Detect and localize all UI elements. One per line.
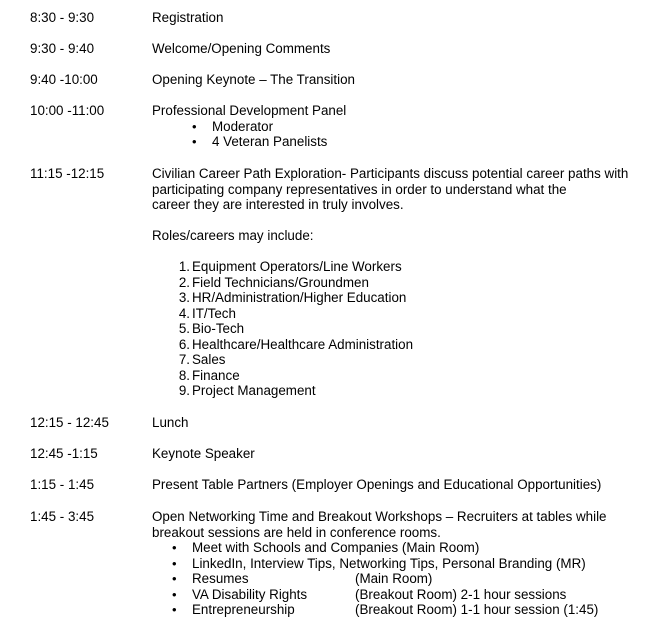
agenda-description-line: Civilian Career Path Exploration- Participants discuss potential career paths with — [152, 166, 629, 181]
agenda-item — [152, 415, 652, 431]
agenda-title: Opening Keynote – The Transition — [152, 72, 355, 87]
agenda-time: 9:30 - 9:40 — [30, 41, 95, 56]
list-item-label: Entrepreneurship — [192, 602, 295, 617]
agenda-item — [152, 103, 652, 150]
agenda-title: Lunch — [152, 415, 189, 430]
agenda-item — [152, 477, 652, 493]
list-number: 7. — [178, 352, 190, 367]
bullet-icon: • — [172, 540, 177, 555]
list-item-label: Project Management — [192, 383, 316, 398]
list-number: 9. — [178, 383, 190, 398]
agenda-item — [152, 41, 652, 57]
list-number: 8. — [178, 367, 190, 383]
agenda-item — [152, 166, 652, 399]
list-number: 4. — [178, 305, 190, 321]
list-item-label: 4 Veteran Panelists — [212, 134, 328, 149]
agenda-description-line: breakout sessions are held in conference rooms. — [152, 524, 441, 540]
agenda-time: 11:15 -12:15 — [30, 166, 105, 181]
list-item — [152, 383, 652, 399]
list-item-label: Moderator — [212, 118, 274, 134]
list-item — [152, 290, 652, 306]
list-item-label: Equipment Operators/Line Workers — [192, 259, 402, 274]
bullet-icon: • — [172, 555, 177, 571]
list-item — [152, 134, 652, 150]
list-item-label: IT/Tech — [192, 305, 236, 321]
agenda-title: Professional Development Panel — [152, 103, 347, 118]
list-number: 3. — [178, 290, 190, 305]
list-item — [152, 119, 652, 135]
list-number: 5. — [178, 321, 190, 336]
list-item-label: Meet with Schools and Companies (Main Room) — [192, 540, 480, 555]
agenda-time: 9:40 -10:00 — [30, 72, 98, 87]
agenda-description-line: participating company representatives in order to understand what the — [152, 181, 567, 197]
list-item-label: Field Technicians/Groundmen — [192, 274, 369, 290]
list-item-label: Bio-Tech — [192, 321, 245, 336]
panel-bullet-list — [152, 119, 652, 150]
agenda-item — [152, 72, 652, 88]
list-item-label: VA Disability Rights — [192, 586, 308, 602]
bullet-icon: • — [172, 602, 177, 617]
list-item — [152, 602, 652, 618]
agenda-title: Welcome/Opening Comments — [152, 41, 331, 56]
list-item-note: (Main Room) — [355, 571, 433, 586]
agenda-time: 8:30 - 9:30 — [30, 10, 95, 25]
roles-intro: Roles/careers may include: — [152, 228, 314, 243]
list-item — [152, 368, 652, 384]
list-item-label: LinkedIn, Interview Tips, Networking Tips, Personal Branding (MR) — [192, 555, 586, 571]
agenda-time: 12:15 - 12:45 — [30, 415, 109, 430]
roles-list — [152, 259, 652, 399]
list-item-note: (Breakout Room) 2-1 hour sessions — [355, 586, 567, 602]
agenda-title: Registration — [152, 10, 224, 25]
list-item-label: Healthcare/Healthcare Administration — [192, 336, 414, 352]
agenda-title: Keynote Speaker — [152, 446, 255, 461]
list-item — [152, 275, 652, 291]
list-item-label: Finance — [192, 367, 240, 383]
list-item-label: Resumes — [192, 571, 249, 586]
list-item-label: Sales — [192, 352, 226, 367]
bullet-icon: • — [172, 571, 177, 586]
bullet-icon: • — [192, 134, 197, 149]
agenda-description-line: career they are interested in truly involves. — [152, 197, 404, 212]
bullet-icon: • — [172, 586, 177, 602]
list-item-note: (Breakout Room) 1-1 hour session (1:45) — [355, 602, 599, 617]
agenda-time: 12:45 -1:15 — [30, 446, 98, 461]
list-item — [152, 259, 652, 275]
agenda-time: 10:00 -11:00 — [30, 103, 105, 118]
agenda-item — [152, 446, 652, 462]
list-item — [152, 352, 652, 368]
agenda-description-line: Open Networking Time and Breakout Workshops – Recruiters at tables while — [152, 509, 607, 524]
list-item — [152, 306, 652, 322]
workshop-bullet-list — [152, 540, 652, 618]
agenda-item — [152, 10, 652, 26]
list-item — [152, 587, 652, 603]
list-number: 6. — [178, 336, 190, 352]
agenda-item — [152, 509, 652, 618]
list-item — [152, 337, 652, 353]
agenda-time: 1:15 - 1:45 — [30, 477, 95, 492]
list-item — [152, 571, 652, 587]
agenda-time: 1:45 - 3:45 — [30, 509, 95, 524]
agenda-title: Present Table Partners (Employer Openings and Educational Opportunities) — [152, 477, 602, 492]
list-number: 2. — [178, 274, 190, 290]
bullet-icon: • — [192, 118, 197, 134]
list-item — [152, 540, 652, 556]
list-item-label: HR/Administration/Higher Education — [192, 290, 407, 305]
list-item — [152, 556, 652, 572]
list-number: 1. — [178, 259, 190, 274]
list-item — [152, 321, 652, 337]
